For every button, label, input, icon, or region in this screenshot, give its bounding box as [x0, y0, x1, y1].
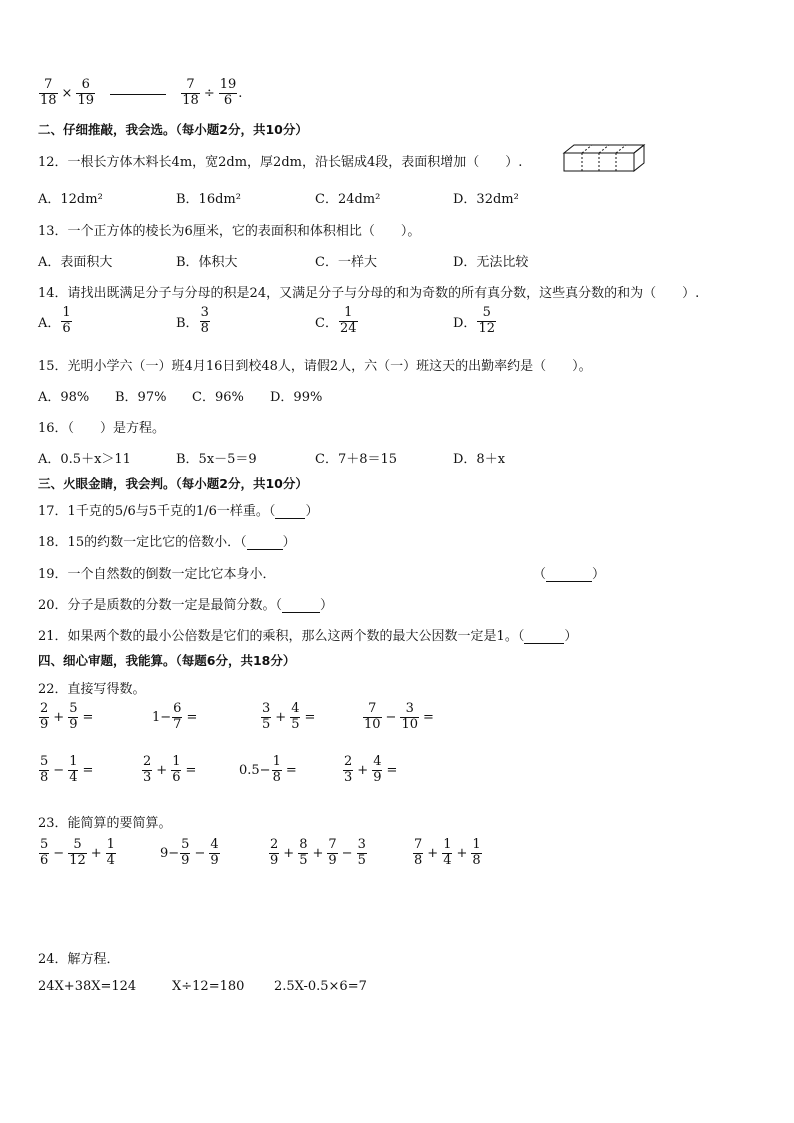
q22-expr-6: $\frac{2}{3}$ + $\frac{1}{6}$ = [143, 754, 197, 785]
q13-option-c[interactable]: C．一样大 [315, 255, 377, 270]
fraction: $\frac{19}{6}$ [219, 77, 237, 108]
q23-text: 23．能简算的要简算。 [38, 816, 172, 831]
q12-option-a[interactable]: A．12dm² [38, 192, 103, 207]
q23-expr-1: $\frac{5}{6}$ − $\frac{5}{12}$ + $\frac{1}{4}$ [40, 837, 115, 868]
q11-expression: $\frac{7}{18}$ × $\frac{6}{19}$ $\frac{7}{18}$ ÷ $\frac{19}{6}$ . [40, 77, 243, 108]
answer-blank[interactable] [275, 505, 305, 519]
q16-option-b[interactable]: B．5x－5＝9 [176, 452, 257, 467]
q22-expr-3: $\frac{3}{5}$ + $\frac{4}{5}$ = [262, 701, 316, 732]
q24-equation-2: X÷12=180 [172, 979, 245, 994]
q12-option-c[interactable]: C．24dm² [315, 192, 381, 207]
q15-option-c[interactable]: C．96% [192, 390, 244, 405]
q24-equation-1: 24X+38X=124 [38, 979, 137, 994]
fraction: $\frac{7}{18}$ [182, 77, 199, 108]
q22-expr-1: $\frac{2}{9}$ + $\frac{5}{9}$ = [40, 701, 94, 732]
q14-option-c[interactable]: C． $\frac{1}{24}$ [315, 305, 357, 336]
q22-expr-5: $\frac{5}{8}$ − $\frac{1}{4}$ = [40, 754, 94, 785]
q14-text: 14．请找出既满足分子与分母的积是24，又满足分子与分母的和为奇数的所有真分数，这些真分数的和为（ ）. [38, 286, 700, 301]
q12-option-b[interactable]: B．16dm² [176, 192, 241, 207]
q22-expr-8: $\frac{2}{3}$ + $\frac{4}{9}$ = [344, 754, 398, 785]
q24-equation-3: 2.5X-0.5×6=7 [274, 979, 367, 994]
q19-answer: （ ） [533, 567, 606, 582]
section-3-title: 三、火眼金睛，我会判。（每小题2分，共10分） [38, 476, 308, 491]
q23-expr-2: 9− $\frac{5}{9}$ − $\frac{4}{9}$ [160, 837, 219, 868]
answer-blank[interactable] [247, 536, 283, 550]
q24-text: 24．解方程． [38, 952, 120, 967]
q20-item: 20．分子是质数的分数一定是最简分数。（ ） [38, 598, 334, 613]
q18-item: 18．15的约数一定比它的倍数小．（ ） [38, 535, 296, 550]
q12-text: 12．一根长方体木料长4m，宽2dm，厚2dm，沿长锯成4段，表面积增加（ ）. [38, 155, 523, 170]
section-4-title: 四、细心审题，我能算。（每题6分，共18分） [38, 653, 296, 668]
q14-option-b[interactable]: B． $\frac{3}{8}$ [176, 305, 209, 336]
fraction: $\frac{6}{19}$ [77, 77, 94, 108]
q13-option-a[interactable]: A．表面积大 [38, 255, 113, 270]
q15-option-d[interactable]: D．99% [270, 390, 323, 405]
q15-option-b[interactable]: B．97% [115, 390, 167, 405]
q19-text: 19．一个自然数的倒数一定比它本身小． [38, 567, 276, 582]
q12-option-d[interactable]: D．32dm² [453, 192, 519, 207]
answer-blank[interactable] [282, 599, 320, 613]
answer-blank[interactable] [546, 568, 592, 582]
q22-expr-7: 0.5− $\frac{1}{8}$ = [239, 754, 297, 785]
answer-blank[interactable] [110, 94, 166, 95]
q22-expr-2: 1− $\frac{6}{7}$ = [152, 701, 198, 732]
q23-expr-4: $\frac{7}{8}$ + $\frac{1}{4}$ + $\frac{1}{8}$ [414, 837, 481, 868]
q14-option-a[interactable]: A． $\frac{1}{6}$ [38, 305, 71, 336]
answer-blank[interactable] [524, 630, 564, 644]
q22-text: 22．直接写得数。 [38, 682, 146, 697]
q22-expr-4: $\frac{7}{10}$ − $\frac{3}{10}$ = [364, 701, 434, 732]
q16-option-d[interactable]: D．8＋x [453, 452, 506, 467]
cuboid-figure [562, 143, 646, 173]
q17-item: 17．1千克的5/6与5千克的1/6一样重。（ ） [38, 504, 319, 519]
q14-option-d[interactable]: D． $\frac{5}{12}$ [453, 305, 495, 336]
q15-text: 15．光明小学六（一）班4月16日到校48人，请假2人，六（一）班这天的出勤率约是（ ）。 [38, 359, 592, 374]
fraction: $\frac{7}{18}$ [40, 77, 57, 108]
section-2-title: 二、仔细推敲，我会选。（每小题2分，共10分） [38, 122, 308, 137]
q16-option-c[interactable]: C．7＋8＝15 [315, 452, 398, 467]
q15-option-a[interactable]: A．98% [38, 390, 90, 405]
q16-text: 16．（ ）是方程。 [38, 421, 166, 436]
q13-option-b[interactable]: B．体积大 [176, 255, 238, 270]
q21-item: 21．如果两个数的最小公倍数是它们的乘积，那么这两个数的最大公因数一定是1。（ ） [38, 629, 578, 644]
q13-text: 13．一个正方体的棱长为6厘米，它的表面积和体积相比（ ）。 [38, 224, 421, 239]
q16-option-a[interactable]: A．0.5＋x＞11 [38, 452, 131, 467]
q13-option-d[interactable]: D．无法比较 [453, 255, 529, 270]
q23-expr-3: $\frac{2}{9}$ + $\frac{8}{5}$ + $\frac{7}{9}$ − $\frac{3}{5}$ [270, 837, 366, 868]
